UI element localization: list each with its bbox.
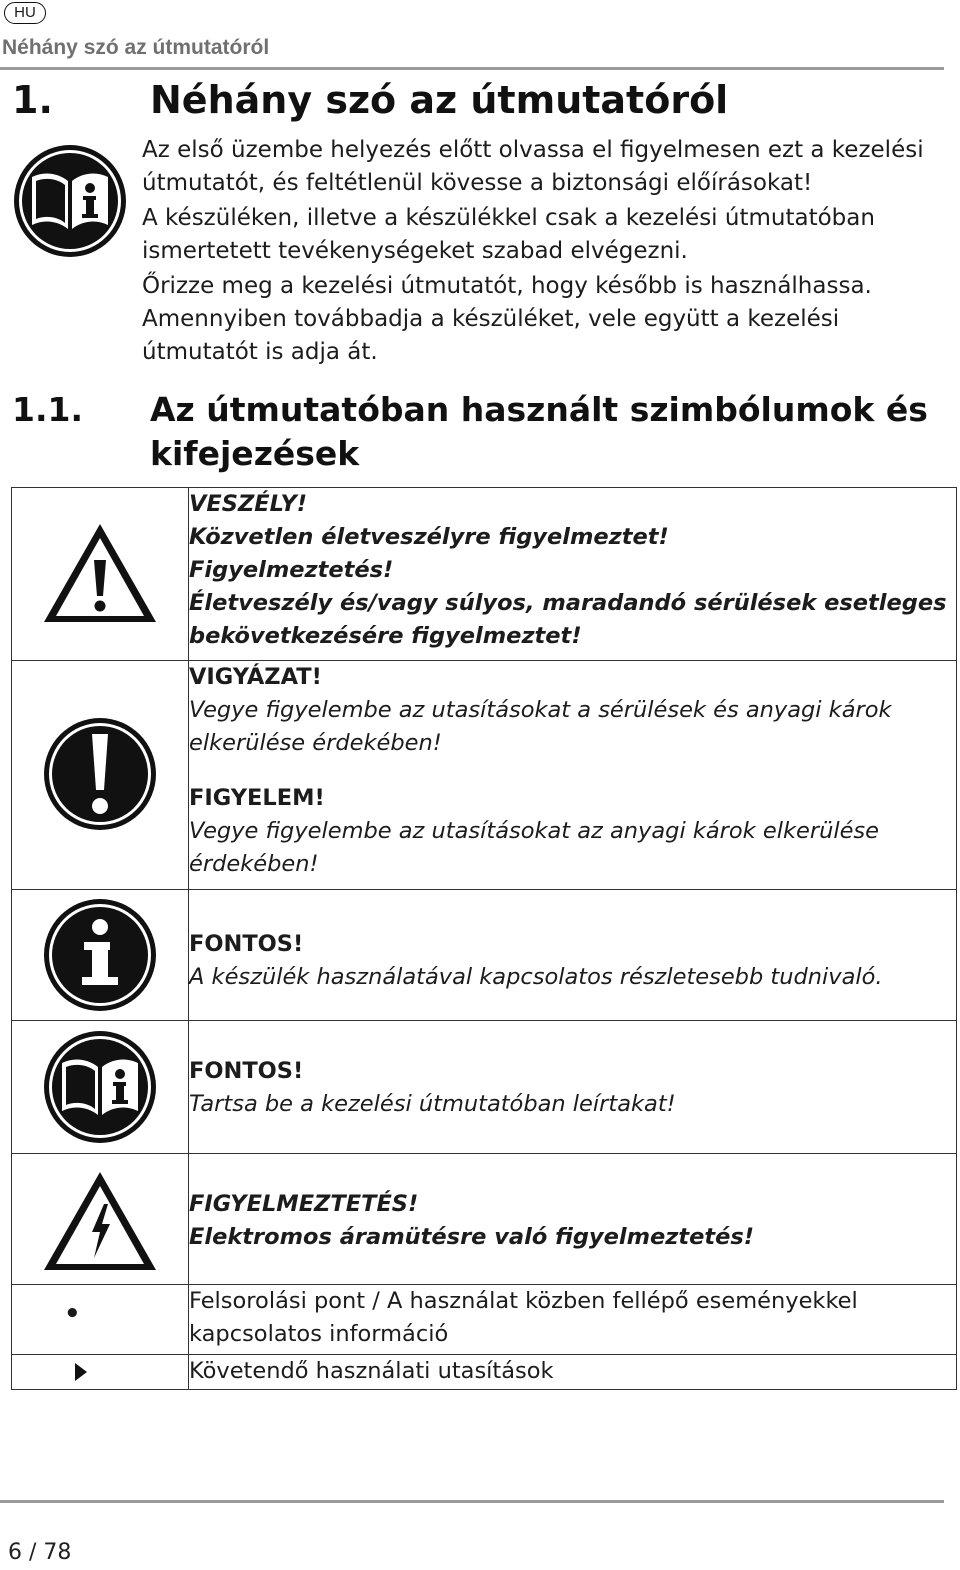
table-row — [12, 488, 957, 661]
instruction-text: Követendő használati utasítások — [189, 1358, 554, 1384]
bullet-icon: • — [64, 1299, 81, 1329]
icon-cell — [12, 1154, 189, 1285]
page-number: 6 / 78 — [8, 1540, 72, 1565]
attention-label: FIGYELEM! — [189, 785, 325, 811]
important-text: A készülék használatával kapcsolatos részletesebb tudnivaló. — [189, 964, 883, 990]
intro-paragraph: A készüléken, illetve a készülékkel csak a kezelési útmutatóban ismertetett tevékenységeket szabad elvégezni. — [142, 205, 875, 264]
manual-info-icon — [42, 1029, 158, 1145]
table-row — [12, 890, 957, 1021]
icon-cell — [12, 1285, 189, 1355]
table-row — [12, 1021, 957, 1154]
text-cell — [189, 1285, 957, 1355]
electric-warning-label: FIGYELMEZTETÉS! — [189, 1191, 419, 1217]
header-divider — [0, 67, 944, 70]
arrow-right-icon — [74, 1362, 88, 1382]
subsection-number: 1.1. — [12, 390, 83, 429]
text-cell — [189, 661, 957, 890]
warning-triangle-icon — [42, 518, 158, 634]
table-row — [12, 1154, 957, 1285]
icon-cell — [12, 488, 189, 661]
attention-text: Vegye figyelembe az utasításokat az anyagi károk elkerülése érdekében! — [189, 818, 879, 877]
intro-paragraph: Az első üzembe helyezés előtt olvassa el figyelmesen ezt a kezelési útmutatót, és feltétlenül kövesse a biztonsági előírásokat! — [142, 137, 924, 196]
info-circle-icon — [42, 897, 158, 1013]
language-badge: HU — [4, 2, 46, 24]
table-row — [12, 1355, 957, 1390]
intro-paragraph: Őrizze meg a kezelési útmutatót, hogy később is használhassa. Amennyiben továbbadja a készüléket, vele együtt a kezelési útmutatót is adja át. — [142, 273, 872, 365]
text-cell — [189, 890, 957, 1021]
danger-label: VESZÉLY! — [189, 491, 308, 517]
running-header-title: Néhány szó az útmutatóról — [2, 36, 270, 59]
table-row — [12, 1285, 957, 1355]
warning-label: Figyelmeztetés! — [189, 557, 394, 583]
text-cell — [189, 1154, 957, 1285]
section-number: 1. — [12, 78, 53, 122]
important-label: FONTOS! — [189, 931, 304, 957]
electric-warning-text: Elektromos áramütésre való figyelmeztetés! — [189, 1224, 755, 1250]
manual-info-icon — [12, 143, 128, 259]
danger-text: Közvetlen életveszélyre figyelmeztet! — [189, 524, 669, 550]
icon-cell — [12, 1355, 189, 1390]
table-row — [12, 661, 957, 890]
section-title: Néhány szó az útmutatóról — [150, 78, 729, 122]
icon-cell — [12, 890, 189, 1021]
caution-label: VIGYÁZAT! — [189, 664, 322, 690]
intro-text — [142, 134, 952, 371]
important-text: Tartsa be a kezelési útmutatóban leírtakat! — [189, 1091, 676, 1117]
text-cell — [189, 1021, 957, 1154]
icon-cell — [12, 661, 189, 890]
caution-text: Vegye figyelembe az utasításokat a sérülések és anyagi károk elkerülése érdekében! — [189, 697, 892, 756]
icon-cell — [12, 1021, 189, 1154]
text-cell — [189, 488, 957, 661]
exclamation-circle-icon — [42, 716, 158, 832]
subsection-title: Az útmutatóban használt szimbólumok és kifejezések — [150, 390, 928, 473]
warning-text: Életveszély és/vagy súlyos, maradandó sérülések esetleges bekövetkezésére figyelmeztet! — [189, 590, 947, 649]
text-cell — [189, 1355, 957, 1390]
symbols-table — [11, 487, 957, 1390]
footer-divider — [0, 1500, 944, 1503]
electric-shock-icon — [42, 1166, 158, 1282]
bullet-text: Felsorolási pont / A használat közben fellépő eseményekkel kapcsolatos információ — [189, 1288, 858, 1347]
important-label: FONTOS! — [189, 1058, 304, 1084]
